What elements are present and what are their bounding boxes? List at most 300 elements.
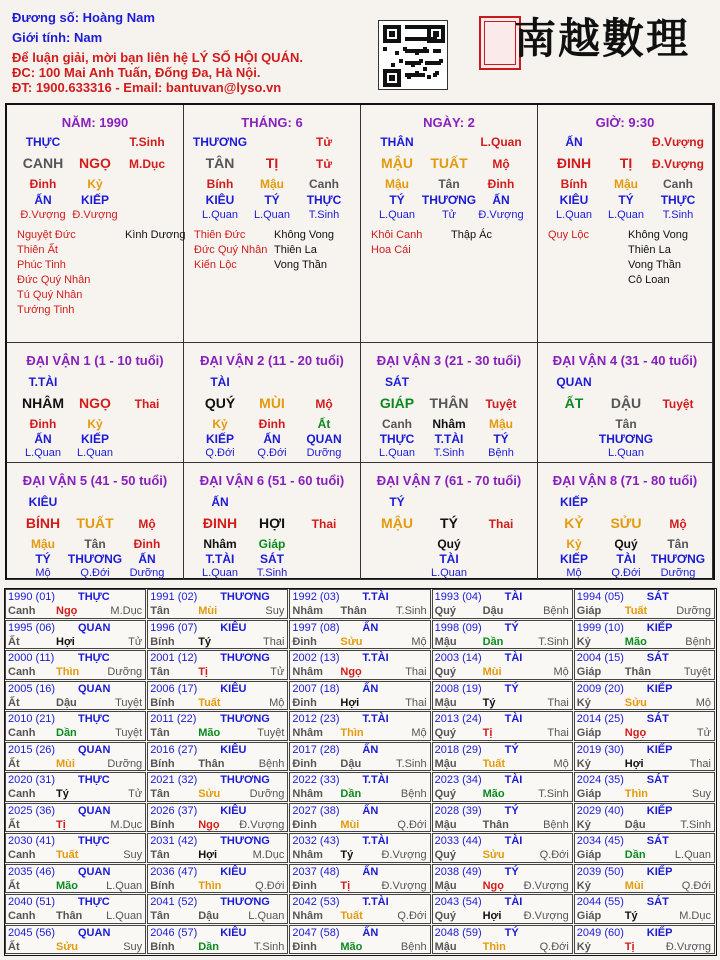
year-cell (574, 803, 715, 833)
hidden-stem: Đ.Vượng (20, 209, 66, 221)
star-right: Kình Dương (125, 229, 186, 241)
year-label: 2014 (25) (576, 713, 624, 725)
year-cell (289, 620, 430, 650)
dai-van-hidden: Q.Đới (611, 567, 641, 579)
year-can: Canh (8, 727, 36, 739)
year-cell (289, 864, 430, 894)
year-can: Đinh (292, 696, 317, 709)
dai-van-hidden: KIẾP (559, 552, 589, 566)
year-god: T.TÀI (362, 652, 389, 664)
year-god: ẤN (362, 926, 379, 939)
year-label: 2015 (26) (8, 743, 56, 756)
year-can: Bính (150, 757, 175, 770)
year-god: TÝ (504, 865, 519, 878)
hidden-stem: Tân (438, 177, 460, 191)
hidden-stem: Canh (309, 177, 339, 191)
year-god: KIẾP (646, 621, 673, 634)
year-cell (574, 772, 715, 802)
year-can: Ất (8, 879, 20, 892)
hidden-stem: TÝ (264, 193, 280, 207)
year-chi: Tị (56, 818, 66, 831)
year-can: Quý (434, 605, 456, 617)
year-cell (432, 925, 573, 955)
star-right: Vong Thần (628, 259, 682, 271)
year-stage: L.Quan (248, 910, 285, 922)
year-can: Canh (8, 605, 36, 617)
year-god: THỰC (78, 591, 110, 603)
year-stage: Đ.Vượng (665, 940, 711, 953)
year-label: 1994 (05) (576, 591, 624, 603)
dai-van-hidden: L.Quan (76, 447, 114, 459)
dai-van-cell (361, 463, 538, 580)
year-god: KIÊU (220, 743, 247, 756)
dai-van-hidden: SÁT (260, 552, 284, 566)
year-chi: Mùi (624, 879, 644, 892)
year-label: 2024 (35) (576, 774, 624, 786)
dai-van-hidden: Đinh (133, 537, 161, 551)
year-god: KIÊU (220, 926, 247, 939)
year-god: ẤN (362, 804, 379, 817)
year-cell (574, 894, 715, 924)
year-stage: L.Quan (674, 849, 711, 861)
year-label: 2022 (33) (292, 774, 340, 786)
dai-van-title: ĐẠI VẬN 7 (61 - 70 tuổi) (376, 473, 522, 488)
dai-van-hidden: L.Quan (378, 447, 416, 459)
year-label: 2016 (27) (150, 743, 198, 756)
pillar-can: MẬU (381, 155, 413, 171)
year-chi: Dậu (624, 818, 646, 831)
year-can: Giáp (576, 666, 602, 678)
year-can: Ất (8, 818, 20, 831)
hidden-stem: Đ.Vượng (72, 209, 118, 221)
dai-van-cell (7, 463, 184, 580)
year-god: ẤN (362, 621, 379, 634)
dai-van-title: ĐẠI VẬN 4 (31 - 40 tuổi) (552, 353, 698, 368)
year-chi: Tuất (198, 696, 221, 709)
year-chi: Mùi (198, 605, 218, 617)
dai-van-hidden: THƯƠNG (650, 552, 706, 566)
year-label: 2013 (24) (434, 713, 482, 725)
star-left: Thiên Đức (194, 229, 246, 241)
star-left: Tướng Tinh (17, 304, 75, 316)
dai-van-cell (538, 343, 713, 463)
dai-van-stage: Tuyệt (485, 397, 517, 411)
pillar-title: NĂM: 1990 (61, 115, 129, 130)
year-label: 2026 (37) (150, 804, 198, 817)
year-can: Giáp (576, 605, 602, 617)
year-label: 2006 (17) (150, 682, 198, 695)
year-chi: Tuất (624, 605, 648, 617)
year-can: Mậu (434, 940, 457, 953)
year-cell (574, 681, 715, 711)
year-god: QUAN (78, 743, 111, 756)
header (0, 0, 720, 100)
year-chi: Dần (624, 849, 646, 861)
address: ĐC: 100 Mai Anh Tuấn, Đống Đa, Hà Nội. (12, 65, 261, 80)
year-chi: Thìn (56, 666, 80, 678)
dai-van-hidden: ẤN (263, 432, 281, 446)
year-god: TÀI (504, 591, 523, 603)
year-cell (147, 925, 288, 955)
year-cell (147, 711, 288, 741)
year-label: 2028 (39) (434, 804, 482, 817)
year-chi: Tý (56, 788, 69, 800)
year-cell (289, 711, 430, 741)
chart-grid (5, 103, 715, 580)
year-cell (5, 620, 146, 650)
year-can: Đinh (292, 635, 317, 648)
year-can: Đinh (292, 818, 317, 831)
year-stage: Đ.Vượng (523, 879, 569, 892)
dai-van-chi: MÙI (259, 395, 285, 411)
year-cell (147, 589, 288, 619)
dai-van-hidden: Đinh (258, 417, 286, 431)
year-label: 2040 (51) (8, 896, 56, 908)
year-label: 2036 (47) (150, 865, 198, 878)
year-can: Nhâm (292, 788, 323, 800)
hidden-stem: TÝ (389, 193, 405, 207)
year-cell (289, 894, 430, 924)
star-right: Không Vong (628, 229, 688, 241)
year-god: TÝ (504, 804, 519, 817)
hidden-stem: L.Quan (555, 209, 593, 221)
year-stage: Thai (405, 666, 427, 678)
year-cell (432, 833, 573, 863)
gender: Giới tính: Nam (12, 30, 103, 45)
year-can: Nhâm (292, 666, 323, 678)
year-label: 1990 (01) (8, 591, 56, 603)
owner-name: Đương số: Hoàng Nam (12, 10, 155, 25)
pillar-cell (184, 105, 361, 343)
star-right: Thập Ác (451, 229, 492, 241)
dai-van-title: ĐẠI VẬN 2 (11 - 20 tuổi) (200, 353, 344, 368)
year-label: 2045 (56) (8, 926, 56, 939)
year-god: KIÊU (220, 865, 247, 878)
year-label: 2003 (14) (434, 652, 482, 664)
dai-van-god: ẤN (211, 495, 229, 509)
dai-van-hidden: TÝ (35, 552, 51, 566)
hidden-stem: Kỷ (87, 177, 103, 191)
pillar-stage: Tử (315, 157, 333, 171)
hidden-stem: THƯƠNG (421, 193, 477, 207)
year-can: Bính (150, 879, 175, 892)
year-label: 2017 (28) (292, 743, 340, 756)
dai-van-can: BÍNH (25, 515, 61, 531)
hidden-stem: KIÊU (559, 193, 589, 207)
year-label: 1998 (09) (434, 621, 482, 634)
hidden-stem: Đ.Vượng (478, 209, 524, 221)
year-chi: Thìn (340, 727, 364, 739)
pillar-cell (7, 105, 184, 343)
hidden-stem: Bính (206, 177, 234, 191)
year-label: 2021 (32) (150, 774, 198, 786)
star-left: Thiên Ất (17, 244, 58, 256)
year-label: 1992 (03) (292, 591, 340, 603)
pillar-chi: NGỌ (79, 155, 111, 171)
year-label: 2008 (19) (434, 682, 482, 695)
pillar-top-god: ẤN (565, 135, 583, 149)
hidden-stem: THỰC (660, 193, 696, 207)
dai-van-stage: Thai (488, 517, 514, 531)
year-stage: Bệnh (543, 605, 569, 617)
year-label: 2035 (46) (8, 865, 56, 878)
dai-van-chi: SỬU (610, 515, 642, 531)
year-can: Đinh (292, 757, 317, 770)
dai-van-hidden: Q.Đới (205, 447, 235, 459)
year-chi: Mùi (340, 818, 360, 831)
year-stage: T.Sinh (396, 605, 427, 617)
year-god: SÁT (646, 652, 669, 664)
year-chi: Tị (340, 879, 351, 892)
hidden-stem: KIÊU (205, 193, 235, 207)
year-chi: Tý (340, 849, 354, 861)
dai-van-hidden: L.Quan (24, 447, 62, 459)
year-can: Kỷ (576, 879, 591, 892)
year-chi: Hợi (56, 635, 75, 648)
year-stage: Mộ (269, 696, 285, 709)
dai-van-can: MẬU (381, 515, 413, 531)
year-chi: Tý (198, 635, 212, 648)
dai-van-hidden: Quý (437, 537, 461, 551)
year-stage: M.Dục (252, 849, 285, 861)
year-chi: Dần (340, 788, 362, 800)
dai-van-can: QUÝ (204, 395, 236, 411)
hidden-stem: Bính (560, 177, 588, 191)
year-chi: Mão (340, 940, 363, 953)
year-cell (147, 803, 288, 833)
year-cell (432, 650, 573, 680)
year-can: Quý (434, 849, 456, 861)
year-stage: Thai (262, 635, 285, 648)
year-can: Mậu (434, 696, 457, 709)
year-cell (5, 894, 146, 924)
year-chi: Hợi (624, 757, 644, 770)
year-god: TÀI (504, 774, 523, 786)
year-can: Quý (434, 727, 456, 739)
year-cell (289, 833, 430, 863)
year-stage: T.Sinh (538, 788, 569, 800)
star-right: Thiên La (628, 244, 671, 256)
year-stage: Bệnh (400, 788, 427, 800)
yearly-grid (4, 588, 717, 956)
dai-van-hidden: Dưỡng (129, 567, 165, 579)
star-right: Cô Loan (628, 274, 670, 286)
year-stage: Dưỡng (249, 788, 285, 800)
dai-van-god: T.TÀI (28, 375, 58, 389)
year-cell (289, 772, 430, 802)
year-stage: Thai (689, 757, 711, 770)
year-cell (432, 772, 573, 802)
brand-logo: 南越數理 (514, 14, 691, 63)
year-god: ẤN (362, 682, 379, 695)
pillar-stage: Đ.Vượng (652, 157, 704, 171)
year-cell (289, 803, 430, 833)
year-can: Mậu (434, 635, 457, 648)
year-cell (432, 681, 573, 711)
year-stage: Tuyệt (257, 727, 285, 739)
year-chi: Hợi (198, 849, 218, 861)
year-chi: Tị (482, 727, 493, 739)
year-stage: T.Sinh (538, 635, 569, 648)
hidden-stem: Đinh (29, 177, 57, 191)
year-can: Quý (434, 666, 456, 678)
pillar-chi: TUẤT (430, 155, 468, 171)
pillar-title: THÁNG: 6 (241, 115, 303, 130)
year-god: TÀI (504, 835, 523, 847)
year-god: KIẾP (646, 865, 673, 878)
year-can: Nhâm (292, 910, 323, 922)
year-label: 2030 (41) (8, 835, 56, 847)
year-cell (5, 681, 146, 711)
year-can: Đinh (292, 879, 317, 892)
year-can: Tân (150, 910, 170, 922)
year-chi: Ngọ (624, 727, 647, 739)
year-cell (432, 620, 573, 650)
year-stage: Q.Đới (681, 879, 711, 892)
year-stage: Suy (265, 605, 285, 617)
dai-van-hidden: THỰC (379, 432, 415, 446)
year-chi: Thân (198, 757, 225, 770)
dai-van-chi: THÂN (429, 395, 469, 411)
year-god: SÁT (646, 896, 669, 908)
dai-van-title: ĐẠI VẬN 6 (51 - 60 tuổi) (199, 473, 345, 488)
year-cell (432, 589, 573, 619)
dai-van-hidden: L.Quan (607, 447, 645, 459)
star-right: Không Vong (274, 229, 334, 241)
year-cell (432, 711, 573, 741)
year-cell (147, 833, 288, 863)
hidden-stem: Mậu (614, 177, 638, 191)
year-stage: Tử (696, 727, 711, 739)
dai-van-can: ẤT (564, 395, 584, 411)
year-can: Bính (150, 635, 175, 648)
dai-van-hidden: Kỷ (566, 537, 582, 551)
year-god: ẤN (362, 743, 379, 756)
year-stage: L.Quan (106, 879, 143, 892)
year-cell (147, 650, 288, 680)
year-label: 2042 (53) (292, 896, 340, 908)
year-label: 1991 (02) (150, 591, 198, 603)
dai-van-god: QUAN (556, 375, 592, 389)
year-chi: Tuất (56, 849, 79, 861)
year-label: 2000 (11) (8, 652, 55, 664)
year-stage: Thai (547, 727, 569, 739)
year-god: THỰC (78, 896, 110, 908)
year-stage: Dưỡng (107, 757, 143, 770)
star-left: Nguyệt Đức (17, 229, 76, 241)
hidden-stem: L.Quan (253, 209, 291, 221)
hidden-stem: T.Sinh (662, 209, 694, 221)
year-cell (289, 589, 430, 619)
dai-van-hidden: TÀI (616, 552, 636, 566)
year-label: 2047 (58) (292, 926, 340, 939)
year-can: Kỷ (576, 940, 591, 953)
hidden-stem: TÝ (618, 193, 634, 207)
star-left: Khôi Canh (371, 229, 423, 241)
year-can: Canh (8, 910, 36, 922)
year-label: 1993 (04) (434, 591, 482, 603)
year-chi: Thân (624, 666, 652, 678)
year-cell (574, 711, 715, 741)
dai-van-title: ĐẠI VẬN 3 (21 - 30 tuổi) (376, 353, 522, 368)
year-cell (5, 589, 146, 619)
year-stage: Mộ (411, 635, 427, 648)
year-god: QUAN (78, 804, 111, 817)
dai-van-chi: TUẤT (76, 515, 114, 531)
pillar-can: CANH (22, 155, 64, 171)
year-stage: Q.Đới (255, 879, 285, 892)
year-stage: Suy (123, 940, 143, 953)
year-chi: Thân (56, 910, 83, 922)
dai-van-hidden: Dưỡng (660, 567, 696, 579)
year-god: THƯƠNG (220, 835, 270, 847)
year-god: ẤN (362, 865, 379, 878)
year-chi: Dần (198, 940, 219, 953)
year-label: 2002 (13) (292, 652, 340, 664)
year-label: 1996 (07) (150, 621, 198, 634)
dai-van-hidden: Quý (614, 537, 638, 551)
year-chi: Tý (624, 910, 638, 922)
year-god: THƯƠNG (220, 591, 270, 603)
year-cell (147, 772, 288, 802)
year-can: Canh (8, 666, 36, 678)
year-cell (574, 742, 715, 772)
year-stage: Q.Đới (397, 818, 427, 831)
hidden-stem: L.Quan (607, 209, 645, 221)
star-left: Hoa Cái (371, 244, 411, 256)
star-right: Thiên La (274, 244, 317, 256)
year-stage: Thai (405, 696, 427, 709)
year-cell (574, 650, 715, 680)
year-chi: Ngọ (198, 818, 220, 831)
year-chi: Hợi (482, 910, 502, 922)
year-can: Đinh (292, 940, 317, 953)
year-chi: Dậu (340, 757, 362, 770)
dai-van-hidden: Nhâm (203, 537, 237, 551)
year-god: THƯƠNG (220, 713, 270, 725)
star-left: Tú Quý Nhân (17, 289, 83, 301)
year-cell (5, 803, 146, 833)
year-label: 2027 (38) (292, 804, 340, 817)
dai-van-hidden: Dưỡng (306, 447, 342, 459)
year-god: THƯƠNG (220, 774, 270, 786)
year-god: TÝ (504, 621, 519, 634)
hidden-stem: Mậu (260, 177, 284, 191)
year-can: Ất (8, 635, 20, 648)
year-god: T.TÀI (362, 896, 389, 908)
year-cell (5, 925, 146, 955)
dai-van-hidden: Mậu (31, 537, 55, 551)
pillar-title: GIỜ: 9:30 (595, 115, 655, 130)
year-cell (289, 681, 430, 711)
year-chi: Mão (198, 727, 221, 739)
year-god: KIẾP (646, 804, 673, 817)
year-cell (147, 742, 288, 772)
year-stage: Tuyệt (683, 666, 711, 678)
dai-van-cell (184, 463, 361, 580)
year-label: 2032 (43) (292, 835, 340, 847)
year-god: QUAN (78, 926, 111, 939)
year-stage: Mộ (411, 727, 427, 739)
year-stage: T.Sinh (680, 818, 711, 831)
year-label: 1995 (06) (8, 621, 56, 634)
year-god: SÁT (646, 591, 669, 603)
pillar-top-stage: T.Sinh (129, 135, 165, 149)
year-chi: Tuất (482, 757, 505, 770)
year-stage: Mộ (553, 666, 569, 678)
year-stage: M.Dục (110, 818, 143, 831)
year-can: Canh (8, 788, 36, 800)
